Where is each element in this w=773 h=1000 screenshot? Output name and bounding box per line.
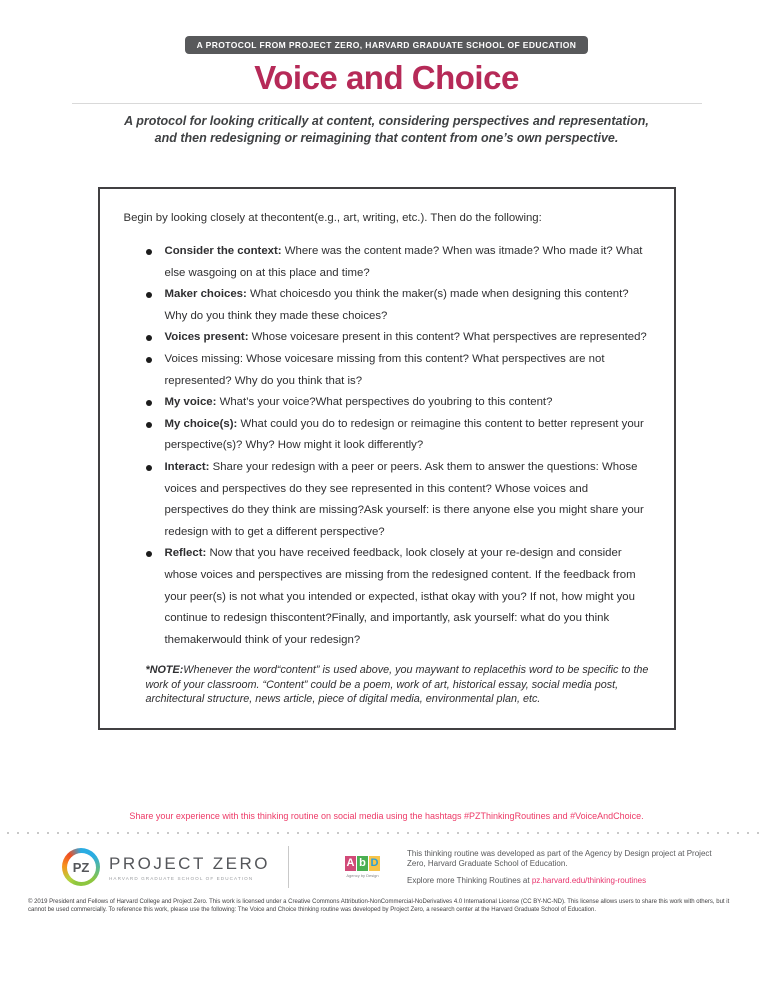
protocol-steps-list: [124, 241, 650, 651]
bullet-lead: Maker choices:: [164, 288, 247, 301]
bullet-body: Where was the content made? When was itmade? Who made it? What else wasgoing on at this place and time?: [164, 245, 643, 279]
credit-text: This thinking routine was developed as part of the Agency by Design project at Project Zero, Harvard Graduate School of Education.: [407, 848, 712, 868]
share-hashtags-text: Share your experience with this thinking routine on social media using the hashtags #PZThinkingRoutines and #VoiceAndChoice.: [129, 811, 644, 821]
list-item: [124, 457, 650, 543]
bullet-lead: My voice:: [164, 396, 217, 409]
bullet-lead: Consider the context:: [164, 245, 282, 257]
bullet-icon: [146, 292, 152, 298]
abd-letter-a: A: [346, 857, 355, 869]
subtitle-line-1: A protocol for looking critically at content, considering perspectives and representation,: [124, 114, 649, 128]
bullet-lead: Voices present:: [164, 331, 249, 344]
abd-letters-icon: [345, 856, 380, 871]
list-item: [124, 414, 650, 457]
bullet-lead: My choice(s):: [164, 417, 238, 430]
title-divider: [72, 103, 702, 104]
thinking-routines-link[interactable]: pz.harvard.edu/thinking-routines: [531, 875, 647, 885]
note-body: Whenever the word“content” is used above, you maywant to replacethis word to be specific to the work of your classroom. “Content” could be a poem, work of art, historical essay, social media post, architectural structure, news article, piece of digital media, environmental plan, etc.: [145, 664, 649, 706]
list-item: [124, 392, 650, 414]
abd-letter-b: b: [357, 856, 368, 871]
agency-by-design-logo: [345, 856, 380, 878]
pz-subtitle: HARVARD GRADUATE SCHOOL OF EDUCATION: [109, 875, 254, 881]
dotted-separator: [7, 832, 766, 834]
bullet-body: What choicesdo you think the maker(s) made when designing this content? Why do you think they made these choices?: [164, 288, 629, 322]
explore-line: [407, 876, 725, 886]
bullet-body: What’s your voice?What perspectives do youbring to this content?: [219, 396, 553, 409]
intro-text: Begin by looking closely at thecontent(e.g., art, writing, etc.). Then do the following:: [123, 212, 542, 224]
pz-wordmark: [109, 854, 270, 881]
note-text: [146, 663, 654, 707]
abd-caption: Agency by Design: [346, 873, 379, 878]
subtitle: [0, 113, 773, 146]
list-item: [124, 543, 650, 651]
footer: [62, 844, 725, 890]
abd-letter-d: D: [370, 857, 379, 869]
bullet-lead: Voices missing:: [164, 352, 243, 365]
bullet-icon: [146, 422, 152, 428]
list-item: [124, 284, 650, 327]
project-zero-logo: [62, 848, 270, 886]
bullet-icon: [146, 357, 152, 363]
bullet-icon: [146, 400, 152, 406]
bullet-body: What could you do to redesign or reimagine this content to better represent your perspective(s)? Why? How might it look differently?: [164, 417, 644, 452]
protocol-box: [98, 187, 676, 730]
bullet-icon: [146, 465, 152, 471]
list-item: [124, 327, 650, 349]
page-title: Voice and Choice: [254, 59, 519, 96]
bullet-icon: [146, 551, 152, 557]
bullet-body: Now that you have received feedback, look closely at your re-design and consider whose voices and perspectives are missing from the redesigned content. If the feedback from your peer(s) is not what you intended or expected, isthat okay with you? If not, how might you continue to redesign thiscontent?Finally, and importantly, ask yourself: what do you think themakerwould think of your redesign?: [164, 547, 636, 646]
protocol-badge: A PROTOCOL FROM PROJECT ZERO, HARVARD GRADUATE SCHOOL OF EDUCATION: [185, 36, 589, 54]
list-item: [124, 241, 650, 284]
credit-block: [407, 849, 725, 886]
pz-initials: PZ: [67, 853, 96, 882]
copyright-text: © 2019 President and Fellows of Harvard College and Project Zero. This work is licensed under a Creative Commons Attribution-NonCommercial-NoDerivatives 4.0 International License (CC BY-NC-ND). This license allows users to share this work with others, but it cannot be used commercially. To reference this work, please use the following: The Voice and Choice thinking routine was developed by Project Zero, a research center at the Harvard Graduate School of Education.: [28, 899, 730, 913]
bullet-body: Whose voicesare missing from this content? What perspectives are not represented? Why do you think that is?: [164, 352, 605, 387]
pz-name: PROJECT ZERO: [109, 853, 270, 873]
bullet-lead: Interact:: [164, 460, 210, 473]
bullet-body: Whose voicesare present in this content? What perspectives are represented?: [251, 331, 647, 344]
pz-ring-icon: [62, 848, 100, 886]
bullet-body: Share your redesign with a peer or peers. Ask them to answer the questions: Whose voices and perspectives do they see represented in this content? Whose voices and perspectives do they think are missing?Ask yourself: is there anyone else you might share your redesign with to get a different perspective?: [164, 460, 644, 538]
bullet-lead: Reflect:: [164, 547, 207, 560]
list-item: [124, 349, 650, 392]
subtitle-line-2: and then redesigning or reimagining that content from one’s own perspective.: [154, 130, 619, 145]
bullet-icon: [146, 335, 152, 341]
note-lead: *NOTE:: [145, 664, 184, 677]
explore-prefix: Explore more Thinking Routines at: [407, 875, 532, 885]
logo-divider: [288, 846, 289, 888]
bullet-icon: [146, 249, 152, 255]
